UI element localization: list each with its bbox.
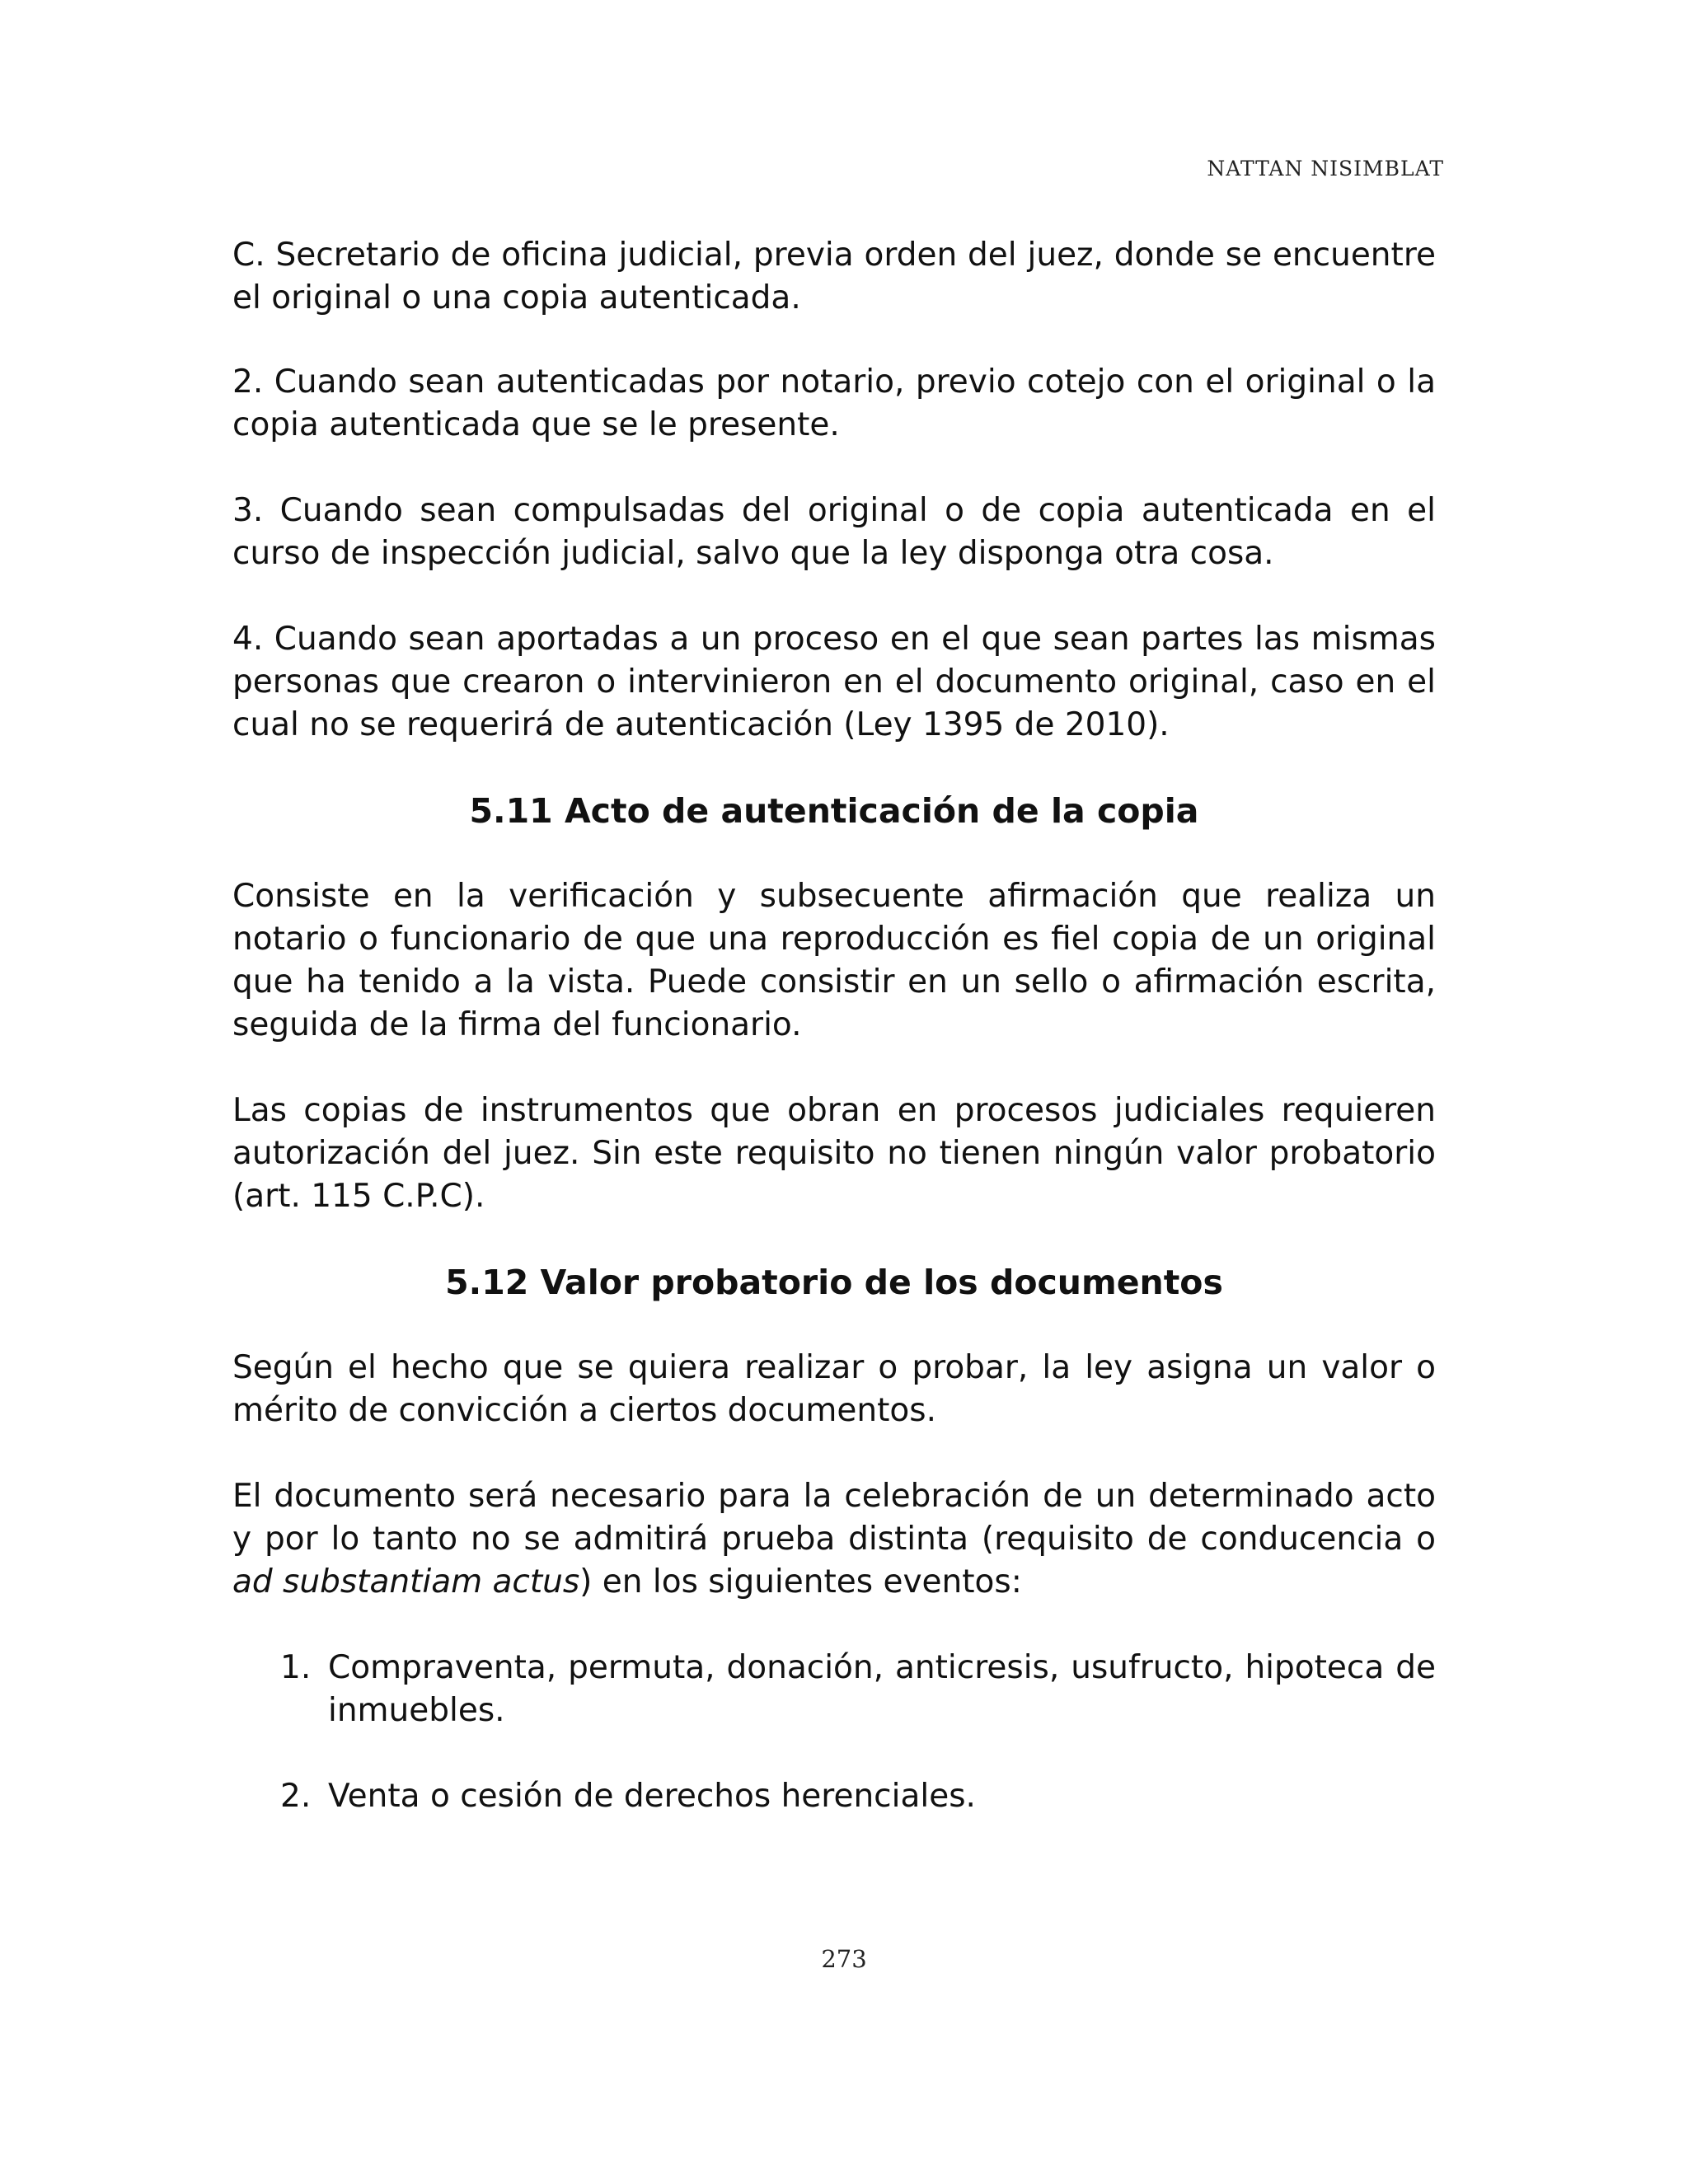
paragraph-conducencia-start: El documento será necesario para la celebración de un determinado acto y por lo tanto no se admitirá prueba distinta (requisito de conducencia o [232, 1478, 1436, 1558]
list-item [280, 1775, 1436, 1818]
paragraph-valor: Según el hecho que se quiera realizar o probar, la ley asigna un valor o mérito de convicción a ciertos documentos. [232, 1349, 1436, 1429]
latin-term: ad substantiam actus [232, 1563, 580, 1601]
paragraph-item-2: 2. Cuando sean autenticadas por notario, previo cotejo con el original o la copia autenticada que se le presente. [232, 363, 1436, 443]
paragraph-conducencia [232, 1475, 1436, 1604]
running-head: NATTAN NISIMBLAT [1207, 157, 1444, 180]
paragraph-item-3: 3. Cuando sean compulsadas del original o de copia autenticada en el curso de inspección judicial, salvo que la ley disponga otra cosa. [232, 492, 1436, 572]
paragraph-item-4: 4. Cuando sean aportadas a un proceso en el que sean partes las mismas personas que crearon o intervinieron en el documento original, caso en el cual no se requerirá de autenticación (Ley 1395 de 2010). [232, 621, 1436, 743]
list-item [280, 1647, 1436, 1732]
list-item-number: 1. [280, 1649, 312, 1686]
paragraph-copias: Las copias de instrumentos que obran en procesos judiciales requieren autorización del juez. Sin este requisito no tienen ningún valor probatorio (art. 115 C.P.C). [232, 1092, 1436, 1215]
section-heading-5-12: 5.12 Valor probatorio de los documentos [445, 1263, 1223, 1302]
list-item-text: Compraventa, permuta, donación, anticresis, usufructo, hipoteca de inmuebles. [328, 1649, 1436, 1729]
paragraph-secretario: C. Secretario de oficina judicial, previa orden del juez, donde se encuentre el original o una copia autenticada. [232, 237, 1436, 316]
paragraph-conducencia-end: ) en los siguientes eventos: [579, 1563, 1022, 1601]
section-heading-5-11: 5.11 Acto de autenticación de la copia [469, 791, 1199, 831]
list-item-number: 2. [280, 1778, 312, 1815]
page-number: 273 [821, 1945, 867, 1973]
paragraph-autenticacion: Consiste en la verificación y subsecuente afirmación que realiza un notario o funcionario de que una reproducción es fiel copia de un original que ha tenido a la vista. Puede consistir en un sello o afirmación escrita, seguida de la firma del funcionario. [232, 878, 1436, 1043]
list-item-text: Venta o cesión de derechos herenciales. [328, 1778, 976, 1815]
